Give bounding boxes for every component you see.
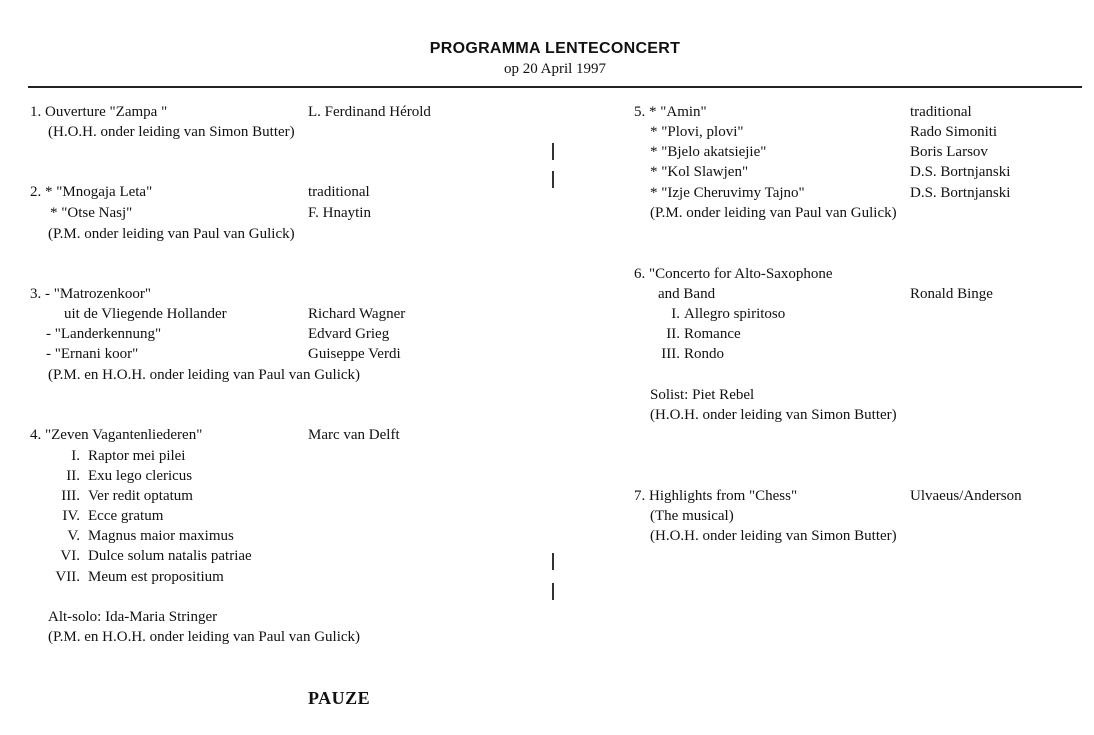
pause-heading: PAUZE — [308, 688, 371, 708]
item-composer: Marc van Delft — [308, 427, 400, 443]
item-performers: (H.O.H. onder leiding van Simon Butter) — [48, 124, 295, 140]
item-composer: L. Ferdinand Hérold — [308, 104, 431, 120]
item-composer: Rado Simoniti — [910, 124, 998, 140]
item-composer: Ronald Binge — [910, 286, 993, 302]
part-number: III. — [61, 488, 80, 504]
item-performers: (P.M. en H.O.H. onder leiding van Paul van Gulick) — [48, 629, 361, 645]
item-line: 5. * "Amin" — [634, 104, 707, 120]
part-number: VI. — [60, 548, 80, 564]
part-number: VII. — [55, 569, 80, 585]
item-line: * "Bjelo akatsiejie" — [650, 144, 767, 160]
item-title: 7. Highlights from "Chess" — [634, 488, 798, 504]
item-title: 4. "Zeven Vagantenliederen" — [30, 427, 203, 443]
part-name: Rondo — [684, 346, 725, 362]
item-performers: (H.O.H. onder leiding van Simon Butter) — [650, 407, 897, 423]
item-line: * "Kol Slawjen" — [650, 164, 749, 180]
fold-mark — [552, 583, 554, 600]
item-line: * "Izje Cheruvimy Tajno" — [650, 185, 805, 201]
part-name: Romance — [684, 326, 741, 342]
item-performers: (P.M. onder leiding van Paul van Gulick) — [650, 205, 897, 221]
item-composer: Ulvaeus/Anderson — [910, 488, 1022, 504]
part-name: Magnus maior maximus — [88, 528, 234, 544]
part-number: I. — [71, 448, 80, 464]
part-number: III. — [661, 346, 680, 362]
concert-date: op 20 April 1997 — [503, 61, 607, 77]
part-number: V. — [67, 528, 80, 544]
part-name: Ecce gratum — [88, 508, 164, 524]
item-line: 3. - "Matrozenkoor" — [30, 286, 151, 302]
part-number: II. — [666, 326, 680, 342]
item-composer: traditional — [910, 104, 972, 120]
item-performers: (H.O.H. onder leiding van Simon Butter) — [650, 528, 897, 544]
part-name: Raptor mei pilei — [88, 448, 186, 464]
item-line: - "Ernani koor" — [46, 346, 139, 362]
item-soloist: Alt-solo: Ida-Maria Stringer — [48, 609, 218, 625]
item-soloist: Solist: Piet Rebel — [650, 387, 755, 403]
fold-mark — [552, 171, 554, 188]
item-line: * "Plovi, plovi" — [650, 124, 744, 140]
item-line: * "Otse Nasj" — [50, 205, 133, 221]
header-divider — [28, 86, 1082, 88]
item-title: 1. Ouverture "Zampa " — [30, 104, 168, 120]
fold-mark — [552, 553, 554, 570]
part-name: Ver redit optatum — [88, 488, 193, 504]
part-number: II. — [66, 468, 80, 484]
item-composer: Richard Wagner — [308, 306, 406, 322]
item-composer: Edvard Grieg — [308, 326, 390, 342]
part-name: Exu lego clericus — [88, 468, 193, 484]
part-name: Allegro spiritoso — [684, 306, 786, 322]
item-composer: D.S. Bortnjanski — [910, 164, 1011, 180]
part-number: I. — [671, 306, 680, 322]
part-number: IV. — [62, 508, 80, 524]
item-composer: Boris Larsov — [910, 144, 988, 160]
part-name: Meum est propositium — [88, 569, 224, 585]
item-performers: (P.M. onder leiding van Paul van Gulick) — [48, 226, 295, 242]
item-subtitle: (The musical) — [650, 508, 734, 524]
item-composer: traditional — [308, 184, 370, 200]
item-performers: (P.M. en H.O.H. onder leiding van Paul van Gulick) — [48, 367, 361, 383]
item-title-continued: and Band — [658, 286, 716, 302]
item-composer: Guiseppe Verdi — [308, 346, 401, 362]
fold-mark — [552, 143, 554, 160]
item-line: 2. * "Mnogaja Leta" — [30, 184, 153, 200]
item-line: - "Landerkennung" — [46, 326, 162, 342]
item-composer: F. Hnaytin — [308, 205, 371, 221]
item-title: 6. "Concerto for Alto-Saxophone — [634, 266, 833, 282]
part-name: Dulce solum natalis patriae — [88, 548, 252, 564]
item-line: uit de Vliegende Hollander — [64, 306, 227, 322]
item-composer: D.S. Bortnjanski — [910, 185, 1011, 201]
program-title: PROGRAMMA LENTECONCERT — [429, 40, 681, 57]
